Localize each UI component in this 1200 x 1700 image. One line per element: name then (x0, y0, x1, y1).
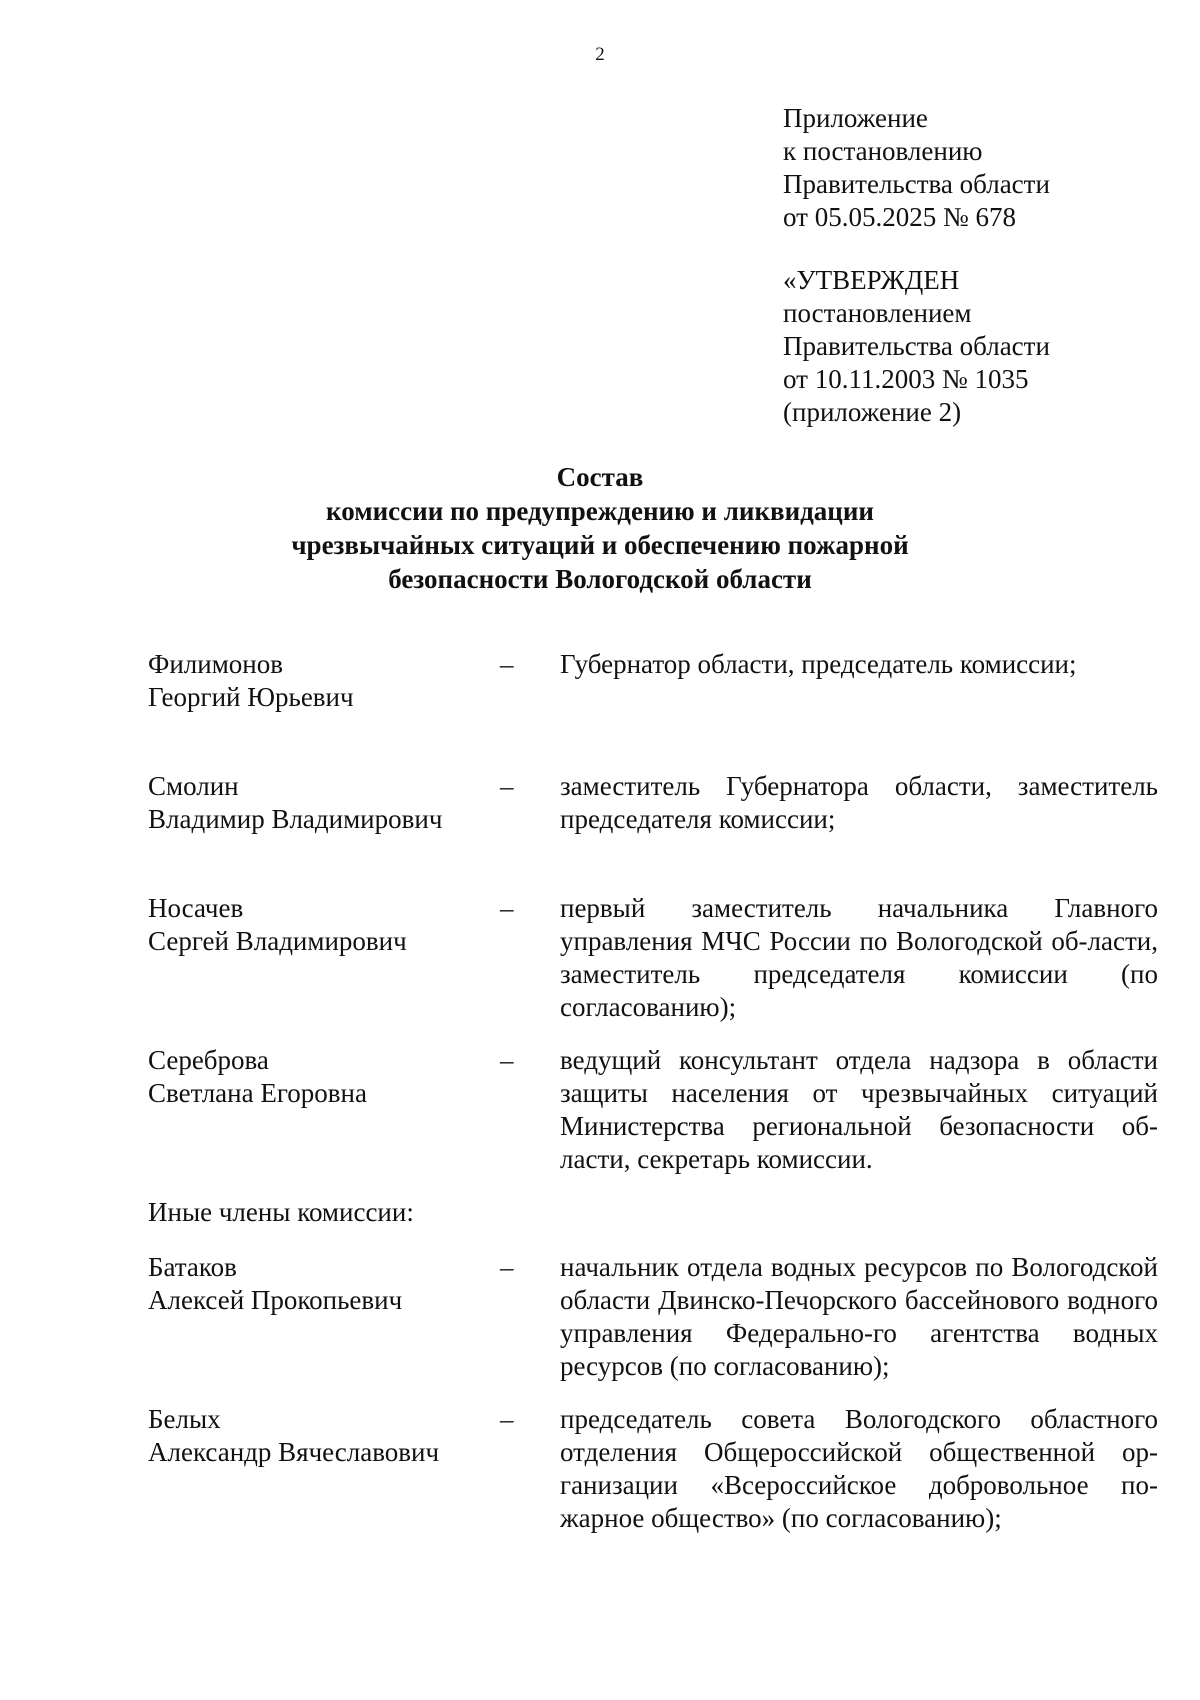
member-row (148, 1403, 1158, 1535)
member-row (148, 1044, 1158, 1176)
member-given-name: Алексей Прокопьевич (148, 1285, 403, 1315)
member-dash: – (500, 1045, 514, 1075)
member-given-name: Георгий Юрьевич (148, 682, 354, 712)
member-dash: – (500, 1404, 514, 1434)
member-given-name: Сергей Владимирович (148, 926, 407, 956)
document-title (0, 460, 1200, 596)
member-surname: Носачев (148, 893, 244, 923)
member-surname: Сереброва (148, 1045, 269, 1075)
member-surname: Филимонов (148, 649, 283, 679)
member-given-name: Александр Вячеславович (148, 1437, 440, 1467)
spacer (783, 234, 1050, 264)
member-dash: – (500, 649, 514, 679)
member-list (148, 648, 1158, 1535)
approved-line: от 10.11.2003 № 1035 (783, 364, 1029, 394)
title-line: комиссии по предупреждению и ликвидации (326, 496, 874, 526)
approved-line: постановлением (783, 298, 972, 328)
appendix-line: Правительства области (783, 169, 1050, 199)
approved-line: (приложение 2) (783, 397, 962, 427)
other-members-heading: Иные члены комиссии: (148, 1197, 414, 1227)
member-name (148, 1403, 488, 1469)
member-role: Губернатор области, председатель комиссии; (560, 649, 1077, 679)
member-role: ведущий консультант отдела надзора в области защиты населения от чрезвычайных ситуаций Министерства региональной безопасности об-ласти, секретарь комиссии. (560, 1045, 1158, 1174)
member-role: начальник отдела водных ресурсов по Вологодской области Двинско-Печорского бассейнового водного управления Федерально-го агентства водных ресурсов (по согласованию); (560, 1252, 1158, 1381)
member-role: заместитель Губернатора области, заместитель председателя комиссии; (560, 771, 1158, 834)
member-dash: – (500, 771, 514, 801)
page-number: 2 (595, 44, 605, 65)
member-surname: Смолин (148, 771, 239, 801)
member-role: первый заместитель начальника Главного управления МЧС России по Вологодской об-ласти, заместитель председателя комиссии (по согласованию); (560, 893, 1158, 1022)
approved-line: Правительства области (783, 331, 1050, 361)
member-given-name: Владимир Владимирович (148, 804, 443, 834)
appendix-line: от 05.05.2025 № 678 (783, 202, 1016, 232)
member-row (148, 892, 1158, 1024)
member-name (148, 1044, 488, 1110)
member-name (148, 648, 488, 714)
member-name (148, 770, 488, 836)
member-row (148, 648, 1158, 714)
appendix-line: к постановлению (783, 136, 983, 166)
member-row (148, 770, 1158, 836)
approved-line: «УТВЕРЖДЕН (783, 265, 960, 295)
title-line: безопасности Вологодской области (388, 564, 812, 594)
member-name (148, 1251, 488, 1317)
member-row (148, 1251, 1158, 1383)
member-surname: Белых (148, 1404, 221, 1434)
member-name (148, 892, 488, 958)
member-given-name: Светлана Егоровна (148, 1078, 367, 1108)
member-surname: Батаков (148, 1252, 237, 1282)
appendix-header (783, 102, 1050, 429)
member-role: председатель совета Вологодского областного отделения Общероссийской общественной ор-ганизации «Всероссийское добровольное по-жарное общество» (по согласованию); (560, 1404, 1158, 1533)
title-line: Состав (556, 462, 644, 492)
member-dash: – (500, 893, 514, 923)
member-dash: – (500, 1252, 514, 1282)
appendix-line: Приложение (783, 103, 928, 133)
title-line: чрезвычайных ситуаций и обеспечению пожарной (291, 530, 909, 560)
